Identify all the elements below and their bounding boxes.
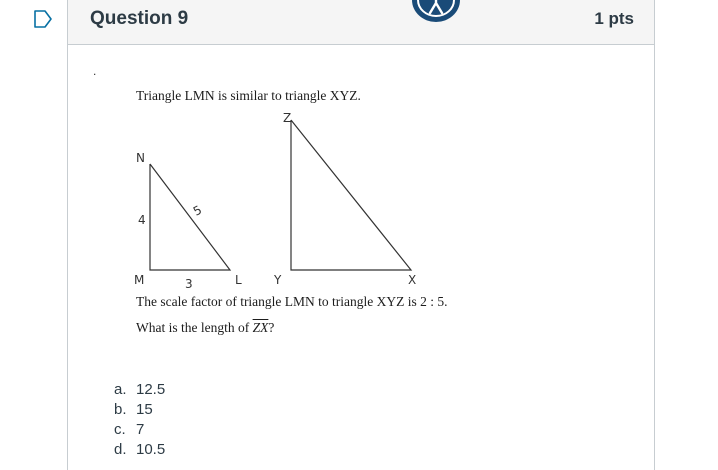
side-label-nl: 5	[190, 202, 205, 219]
answer-text: 15	[136, 401, 153, 418]
vertex-label-n: N	[136, 151, 145, 165]
answer-letter: b.	[114, 401, 127, 418]
vertex-label-z: Z	[283, 111, 292, 125]
answer-option-d[interactable]	[114, 440, 165, 460]
answer-letter: a.	[114, 381, 127, 398]
answer-choices	[114, 380, 165, 460]
question-card	[67, 0, 655, 470]
vertex-label-x: X	[408, 273, 417, 287]
question-header	[68, 0, 654, 45]
answer-text: 7	[136, 421, 145, 438]
answer-option-a[interactable]	[114, 380, 165, 400]
flag-outline-icon[interactable]	[33, 10, 53, 28]
segment-zx: $\overline{ZX}$	[252, 320, 269, 335]
question-points: 1 pts	[594, 9, 634, 28]
answer-letter: d.	[114, 441, 127, 458]
answer-option-c[interactable]	[114, 420, 165, 440]
question-title: Question 9	[90, 8, 189, 29]
scale-factor-statement: The scale factor of triangle LMN to triangle XYZ is 2 : 5.	[136, 294, 448, 309]
problem-statement: Triangle LMN is similar to triangle XYZ.	[136, 88, 361, 103]
vertex-label-y: Y	[274, 273, 282, 287]
triangle-lmn	[150, 164, 230, 270]
side-label-ml: 3	[185, 277, 193, 291]
question-mark: ?	[268, 320, 275, 335]
triangle-xyz	[291, 120, 411, 270]
question-prompt-text: What is the length of	[136, 320, 253, 335]
accessibility-icon[interactable]	[410, 0, 462, 23]
stray-mark: .	[93, 64, 97, 78]
answer-text: 12.5	[136, 381, 166, 398]
answer-text: 10.5	[136, 441, 166, 458]
vertex-label-m: M	[134, 273, 145, 287]
side-label-nm: 4	[138, 213, 146, 227]
question-prompt	[136, 320, 274, 336]
similar-triangles-figure	[130, 106, 430, 291]
answer-letter: c.	[114, 421, 126, 438]
vertex-label-l: L	[235, 273, 242, 287]
answer-option-b[interactable]	[114, 400, 165, 420]
